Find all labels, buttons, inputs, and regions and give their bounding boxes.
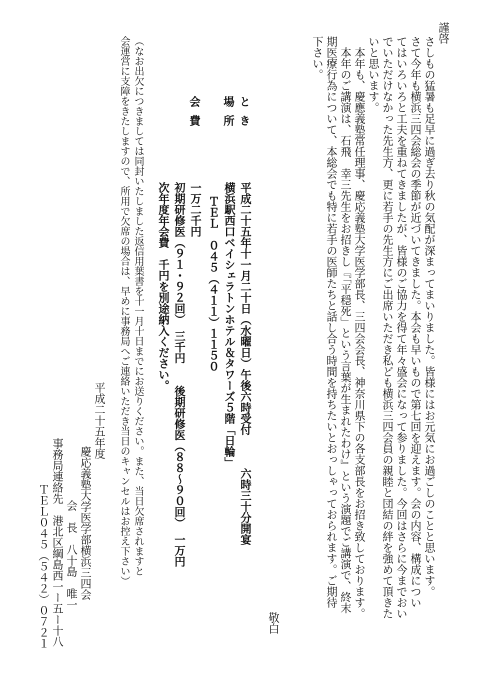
- fee-label: 会費: [188, 96, 201, 134]
- fee-line-2: 初期研修医（９１・９２回） 三千円 後期研修医（８８〜９０回） 一万円: [173, 182, 186, 567]
- body-line-6: 本年も、慶應義塾常任理事、慶応義塾大学医学部長、三四会会長、神奈川県下の各支部長をお招き致しております。: [353, 36, 366, 619]
- body-line-1: さしもの猛暑も足早に過ぎ去り秋の気配が深まってまいりました。皆様にはお元気にお過ごしのことと思います。: [423, 36, 436, 597]
- fee-line-3: 次年度年会費 千円を別途納入ください。: [157, 182, 170, 391]
- tel-value: ＴＥＬ ０４５（４１１）１１５０: [207, 196, 220, 372]
- note-line-2: 会運営に支障をきたしますので、所用で欠席の場合は、早めに事務局へご連絡いただき当日のキャンセルはお控え下さい）: [118, 36, 129, 586]
- note-line-1: （なお出欠につきましては同封いたしました返信用葉書を十一月十日までにお送りください。また、当日欠席されますと: [132, 36, 143, 576]
- body-line-5: いと思います。: [367, 36, 380, 113]
- fee-line-1: 一万二千円: [189, 182, 202, 237]
- place-value: 横浜駅西口ベイシェラトンホテル＆タワーズ５階「日輪」: [223, 182, 236, 468]
- signature-tel: ＴＥＬ０４５（５４２）０７２１: [37, 484, 50, 649]
- signature-office: 事務局連絡先 港北区綱島西一ー五ー十八: [51, 438, 64, 647]
- time-label: とき: [238, 96, 251, 134]
- signature-date: 平成二十五年度: [93, 382, 106, 459]
- body-line-2: さて今年も横浜三四会総会の季節が近づいてきました。本会も早いもので第七回を迎えます。会の内容、構成につい: [409, 36, 422, 608]
- body-line-3: てはいろいろと工夫を重ねてきましたが、皆様のご協力を得て年々盛会になって参りました。今回はさらに今までおい: [395, 36, 408, 619]
- signature-org: 慶応義塾大学医学部横浜三四会: [79, 446, 92, 600]
- body-line-8: 期医療行為について、本総会でも特に若手の医師たちと話し合う時間を持ちたいとおっしゃっておられます。ご期待: [325, 36, 338, 608]
- time-value: 平成二十五年十一月二十日（水曜日）午後六時受付 六時三十分開宴: [239, 182, 252, 545]
- signature-president: 会 長 八十島 唯一: [65, 500, 78, 610]
- body-line-7: 本年のご講演は、石飛 幸三先生をお招きし『「平穏死」という言葉が生まれたわけ』という演題でご講演で、終末: [339, 36, 352, 614]
- body-line-9: 下さい。: [311, 36, 324, 80]
- closing: 敬白: [267, 612, 280, 634]
- place-label: 場所: [222, 96, 235, 134]
- body-line-4: でいただけなかった先生方、更に若手の先生方にご出席いただき私ども横浜三四会員の親睦と団結の絆を強めて頂きた: [381, 36, 394, 619]
- greeting: 謹啓: [437, 22, 450, 44]
